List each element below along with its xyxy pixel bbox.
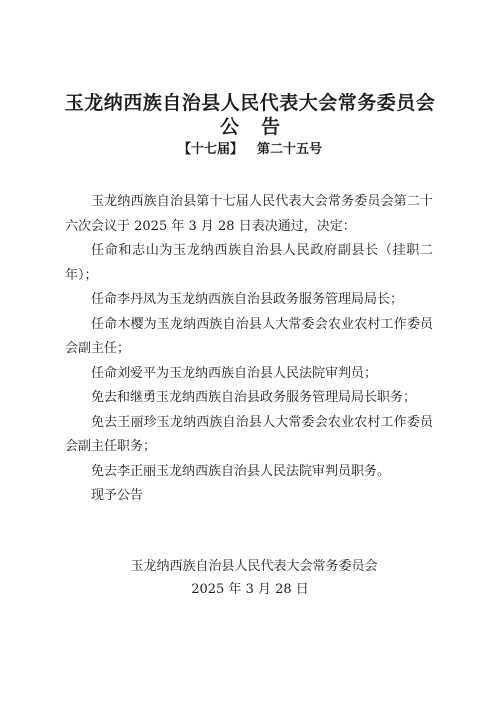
document-subtitle: 公告 [219, 116, 302, 138]
signature-date: 2025 年 3 月 28 日 [191, 582, 309, 597]
appointment-item: 任命木樱为玉龙纳西族自治县人大常委会农业农村工作委员会副主任； [65, 316, 433, 356]
dismissal-item: 免去李正丽玉龙纳西族自治县人民法院审判员职务。 [91, 463, 391, 479]
session-line [0, 141, 500, 159]
signature-organization: 玉龙纳西族自治县人民代表大会常务委员会 [130, 559, 378, 574]
dismissal-item: 免去王丽珍玉龙纳西族自治县人大常委会农业农村工作委员会副主任职务； [65, 414, 433, 454]
announcement-number: 第二十五号 [257, 142, 323, 157]
session-label: 【十七届】 [177, 142, 243, 157]
document-title: 玉龙纳西族自治县人民代表大会常务委员会 [64, 92, 436, 114]
appointment-item: 任命刘爱平为玉龙纳西族自治县人民法院审判员； [91, 365, 378, 381]
closing-line: 现予公告 [91, 488, 144, 503]
dismissal-item: 免去和继勇玉龙纳西族自治县政务服务管理局局长职务； [91, 390, 417, 405]
appointment-item: 任命李丹凤为玉龙纳西族自治县政务服务管理局局长； [91, 292, 404, 307]
announcement-body [65, 190, 433, 509]
intro-paragraph: 玉龙纳西族自治县第十七届人民代表大会常务委员会第二十六次会议于 2025 年 3 月 28 日表决通过，决定： [65, 194, 433, 234]
appointment-item: 任命和志山为玉龙纳西族自治县人民政府副县长（挂职二年）； [65, 243, 433, 283]
